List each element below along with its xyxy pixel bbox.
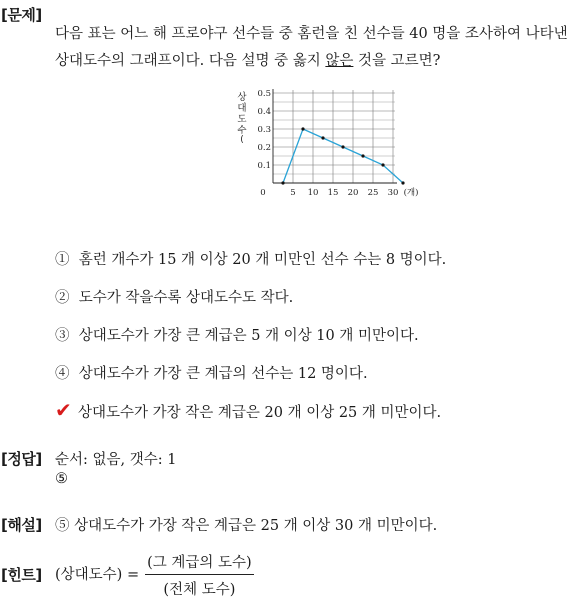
- x-tick-label: 0: [260, 188, 266, 198]
- choice-5[interactable]: ✔ 상대도수가 가장 작은 계급은 20 개 이상 25 개 미만이다.: [55, 398, 442, 422]
- y-tick-label: 0.2: [257, 143, 271, 153]
- x-tick-label: 30: [387, 188, 399, 198]
- choice-2[interactable]: ② 도수가 작을수록 상대도수도 작다.: [55, 290, 294, 306]
- problem-line-1: 다음 표는 어느 해 프로야구 선수들 중 홈런을 친 선수들 40 명을 조사하여 나타낸: [55, 26, 568, 42]
- answer-label: [정답]: [1, 450, 42, 468]
- underlined-word: 않은: [325, 53, 354, 69]
- x-tick-label: 10: [307, 188, 319, 198]
- hint-formula: [55, 551, 254, 599]
- x-axis-unit-label: (개): [403, 188, 419, 198]
- hint-label: [힌트]: [1, 566, 42, 584]
- y-tick-label: 0.4: [257, 107, 271, 117]
- problem-line-2: 상대도수의 그래프이다. 다음 설명 중 옳지 않은 것을 고르면?: [55, 53, 441, 69]
- y-tick-label: 0.1: [257, 161, 271, 171]
- x-tick-label: 15: [327, 188, 339, 198]
- choice-1[interactable]: ① 홈런 개수가 15 개 이상 20 개 미만인 선수 수는 8 명이다.: [55, 252, 447, 268]
- x-tick-label: 5: [290, 188, 296, 198]
- data-point: [301, 127, 304, 130]
- checkmark-icon: ✔: [55, 398, 72, 422]
- data-point: [281, 181, 284, 184]
- data-point: [321, 136, 324, 139]
- data-point: [341, 145, 344, 148]
- y-axis-label-paren: (: [240, 135, 244, 145]
- hint-numerator: (그 계급의 도수): [145, 551, 254, 575]
- data-point: [401, 181, 404, 184]
- answer-line-2: ⑤: [55, 471, 68, 487]
- y-tick-label: 0.3: [257, 125, 271, 135]
- data-point: [361, 154, 364, 157]
- x-tick-label: 20: [347, 188, 359, 198]
- relative-frequency-chart: [230, 82, 419, 202]
- hint-fraction: [145, 551, 254, 599]
- answer-line-1: 순서: 없음, 갯수: 1: [55, 452, 177, 468]
- chart-axes: [273, 89, 397, 183]
- choice-3[interactable]: ③ 상대도수가 가장 큰 계급은 5 개 이상 10 개 미만이다.: [55, 328, 419, 344]
- chart-y-axis-label: [237, 91, 247, 145]
- explanation-text: ⑤ 상대도수가 가장 작은 계급은 25 개 이상 30 개 미만이다.: [55, 518, 438, 534]
- chart-y-ticks: [257, 89, 271, 171]
- chart-grid: [273, 90, 395, 183]
- data-point: [381, 163, 384, 166]
- problem-label: [문제]: [1, 6, 42, 24]
- choice-4[interactable]: ④ 상대도수가 가장 큰 계급의 선수는 12 명이다.: [55, 366, 368, 382]
- chart-x-ticks: [260, 187, 418, 198]
- y-tick-label: 0.5: [257, 89, 271, 99]
- y-axis-label: 상 대 도 수: [237, 92, 247, 136]
- x-tick-label: 25: [367, 188, 379, 198]
- hint-lhs: (상대도수) =: [55, 567, 140, 583]
- hint-denominator: (전체 도수): [163, 582, 236, 598]
- explanation-label: [해설]: [1, 516, 42, 534]
